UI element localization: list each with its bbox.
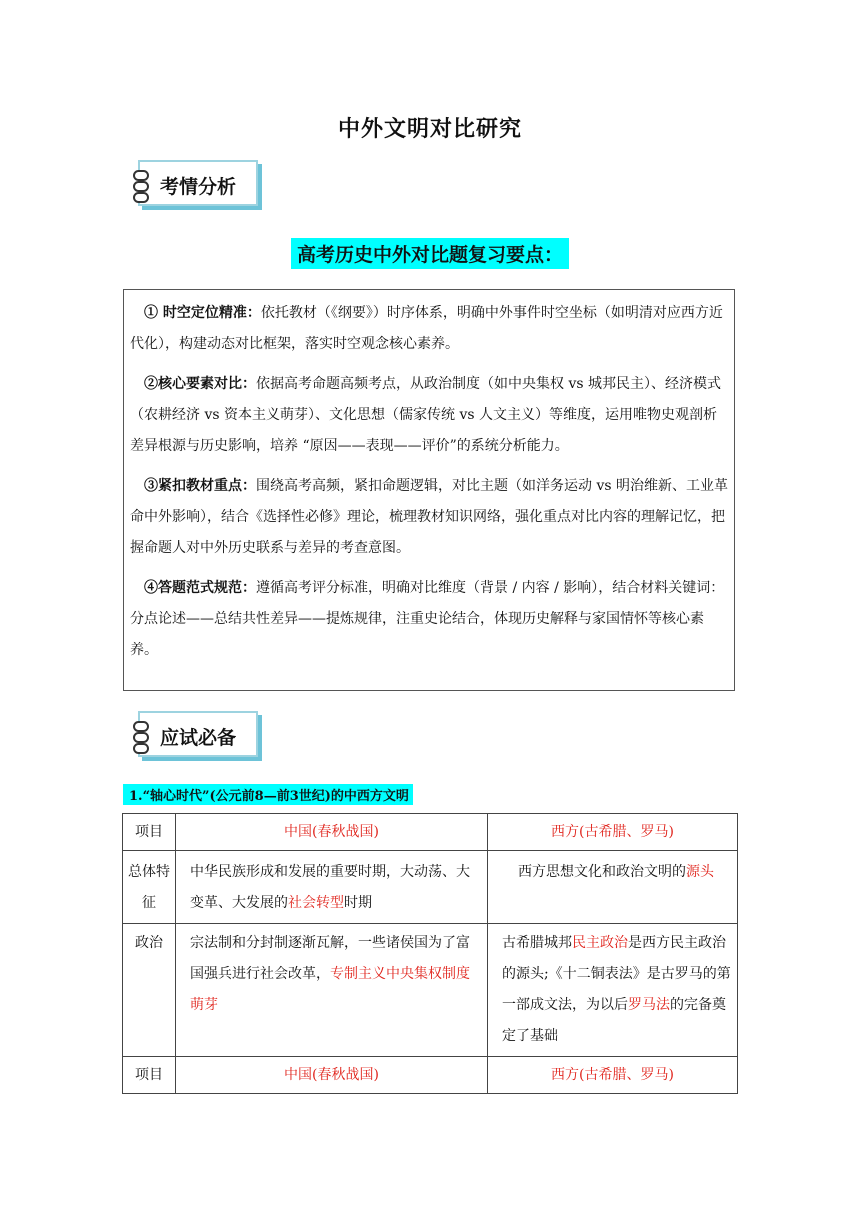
point-heading: ②核心要素对比： (144, 376, 256, 392)
point-text: 围绕高考高频，紧扣命题逻辑，对比主题（如洋务运动 vs 明治维新、工业革命中外影响），结合《选择性必修》理论，梳理教材知识网络，强化重点对比内容的理解记忆，把握命题人对中外历史联系与差异的考查意图。 (130, 478, 728, 556)
point-text: 依托教材（《纲要》）时序体系，明确中外事件时空坐标（如明清对应西方近代化），构建动态对比框架，落实时空观念核心素养。 (130, 305, 723, 352)
binder-ring-icon (133, 170, 149, 181)
cell-text: 宗法制和分封制逐渐瓦解，一些诸侯国为了富国强兵进行社会改革， (190, 935, 470, 982)
header-cell: 项目 (123, 1057, 176, 1094)
header-cell: 中国(春秋战国) (176, 814, 488, 851)
review-point (130, 573, 728, 666)
point-heading: ④答题范式规范： (144, 580, 256, 596)
table-cell (176, 851, 488, 924)
section-tag-label: 应试必备 (160, 727, 237, 749)
review-point (130, 298, 728, 360)
binder-ring-icon (133, 743, 149, 754)
point-text: 遵循高考评分标准，明确对比维度（背景 / 内容 / 影响），结合材料关键词：分点论述——总结共性差异——提炼规律，注重史论结合，体现历史解释与家国情怀等核心素养。 (130, 580, 725, 658)
header-cell: 项目 (123, 814, 176, 851)
point-heading: ① 时空定位精准： (144, 305, 261, 321)
comparison-table (122, 813, 738, 1094)
binder-ring-icon (133, 181, 149, 192)
point-text: 依据高考命题高频考点，从政治制度（如中央集权 vs 城邦民主）、经济模式（农耕经济 vs 资本主义萌芽）、文化思想（儒家传统 vs 人文主义）等维度，运用唯物史观剖析差异根源与历史影响，培养 “原因——表现——评价”的系统分析能力。 (130, 376, 721, 454)
highlight-text: 源头 (686, 864, 714, 880)
binder-ring-icon (133, 192, 149, 203)
cell-text: 的完备奠定了基础 (502, 997, 726, 1044)
review-points-heading: 高考历史中外对比题复习要点： (291, 238, 569, 269)
table-row (123, 851, 738, 924)
point-heading: ③紧扣教材重点： (144, 478, 256, 494)
cell-text: 时期 (344, 895, 372, 911)
row-label: 政治 (123, 924, 176, 1057)
table-header-row (123, 814, 738, 851)
cell-text: 中华民族形成和发展的重要时期，大动荡、大变革、大发展的 (190, 864, 470, 911)
section-tag-exam-essentials (138, 711, 258, 757)
row-label: 总体特征 (123, 851, 176, 924)
header-cell: 中国(春秋战国) (176, 1057, 488, 1094)
highlight-text: 民主政治 (572, 935, 628, 951)
page-title: 中外文明对比研究 (337, 116, 522, 142)
highlight-text: 专制主义中央集权制度萌芽 (190, 966, 470, 1013)
section-tag-exam-analysis (138, 160, 258, 206)
highlight-text: 罗马法 (628, 997, 670, 1013)
cell-text: 是西方民主政治的源头;《十二铜表法》是古罗马的第一部成文法，为以后 (502, 935, 731, 1013)
highlight-text: 社会转型 (288, 895, 344, 911)
review-point (130, 369, 728, 462)
review-points-box (123, 289, 735, 691)
table-cell (488, 924, 738, 1057)
table-cell (488, 851, 738, 924)
binder-ring-icon (133, 732, 149, 743)
table-cell (176, 924, 488, 1057)
cell-text: 古希腊城邦 (502, 935, 572, 951)
binder-ring-icon (133, 721, 149, 732)
table-row (123, 924, 738, 1057)
header-cell: 西方(古希腊、罗马) (488, 814, 738, 851)
header-cell: 西方(古希腊、罗马) (488, 1057, 738, 1094)
cell-text: 西方思想文化和政治文明的 (518, 864, 686, 880)
section-heading: 1.“轴心时代”(公元前8—前3世纪)的中西方文明 (123, 784, 413, 805)
review-point (130, 471, 728, 564)
section-tag-label: 考情分析 (160, 176, 237, 198)
table-header-row (123, 1057, 738, 1094)
